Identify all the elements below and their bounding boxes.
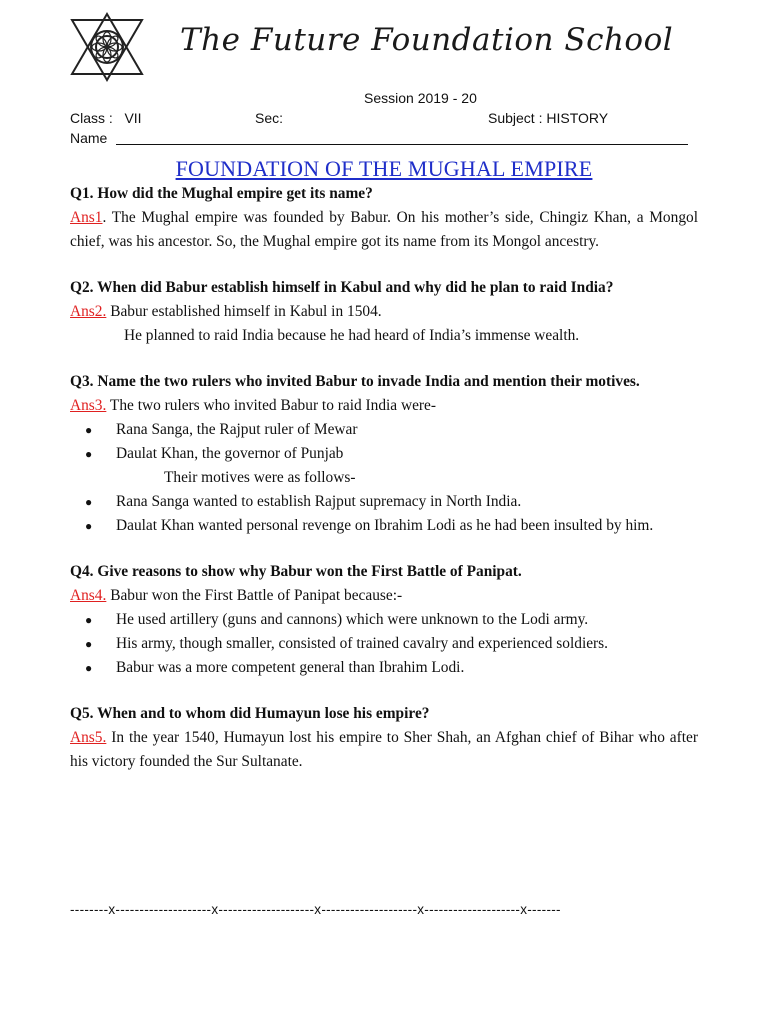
- list-item: ● He used artillery (guns and cannons) which were unknown to the Lodi army.: [70, 608, 698, 632]
- bullet-icon: ●: [85, 613, 93, 627]
- question-4: Q4. Give reasons to show why Babur won the First Battle of Panipat.: [70, 563, 522, 580]
- answer-4: [70, 584, 698, 608]
- motives-list: [70, 490, 698, 538]
- bullet-icon: ●: [85, 637, 93, 651]
- list-item: ● His army, though smaller, consisted of trained cavalry and experienced soldiers.: [70, 632, 698, 656]
- answer-3-text: The two rulers who invited Babur to raid India were-: [106, 397, 437, 414]
- answer-3: [70, 394, 698, 418]
- worksheet-content: [70, 182, 698, 774]
- answer-1-label: Ans1: [70, 209, 103, 226]
- school-logo-icon: [68, 12, 146, 82]
- list-item: ● Rana Sanga, the Rajput ruler of Mewar: [70, 418, 698, 442]
- name-label: Name: [70, 130, 108, 146]
- reasons-list: [70, 608, 698, 680]
- answer-1-text: . The Mughal empire was founded by Babur. On his mother’s side, Chingiz Khan, a Mongol chief, was his ancestor. So, the Mughal empire got its name from its Mongol ancestry.: [70, 209, 698, 250]
- subject-label: Subject : HISTORY: [488, 110, 609, 126]
- bullet-icon: ●: [85, 447, 93, 461]
- question-1: Q1. How did the Mughal empire get its name?: [70, 185, 373, 202]
- session-label: Session 2019 - 20: [364, 90, 477, 106]
- question-5: Q5. When and to whom did Humayun lose his empire?: [70, 705, 430, 722]
- list-item: ● Daulat Khan wanted personal revenge on Ibrahim Lodi as he had been insulted by him.: [70, 514, 698, 538]
- bullet-icon: ●: [85, 495, 93, 509]
- bullet-icon: ●: [85, 519, 93, 533]
- answer-2-line-2: He planned to raid India because he had heard of India’s immense wealth.: [124, 327, 580, 344]
- end-divider: --------x--------------------x--------------------x--------------------x--------------------x-------: [70, 902, 561, 917]
- bullet-icon: ●: [85, 661, 93, 675]
- list-item: ● Rana Sanga wanted to establish Rajput supremacy in North India.: [70, 490, 698, 514]
- answer-4-text: Babur won the First Battle of Panipat because:-: [106, 587, 403, 604]
- class-row: [70, 110, 710, 128]
- answer-5-text: In the year 1540, Humayun lost his empire to Sher Shah, an Afghan chief of Bihar who after his victory founded the Sur Sultanate.: [70, 729, 698, 770]
- answer-4-label: Ans4.: [70, 587, 107, 604]
- rulers-list: [70, 418, 698, 466]
- section-label: Sec:: [255, 110, 284, 126]
- name-row: [70, 130, 688, 148]
- list-item: ● Babur was a more competent general than Ibrahim Lodi.: [70, 656, 698, 680]
- list-item: ● Daulat Khan, the governor of Punjab: [70, 442, 698, 466]
- answer-2-text: Babur established himself in Kabul in 1504.: [106, 303, 382, 320]
- answer-5-label: Ans5.: [70, 729, 107, 746]
- class-label: Class : VII: [70, 110, 142, 126]
- bullet-icon: ●: [85, 423, 93, 437]
- question-3: Q3. Name the two rulers who invited Babur to invade India and mention their motives.: [70, 373, 640, 390]
- school-name: The Future Foundation School: [180, 22, 674, 58]
- answer-2: [70, 300, 698, 324]
- answer-3-label: Ans3.: [70, 397, 107, 414]
- question-2: Q2. When did Babur establish himself in Kabul and why did he plan to raid India?: [70, 279, 614, 296]
- answer-2-label: Ans2.: [70, 303, 107, 320]
- answer-1: [70, 206, 698, 254]
- motives-intro: Their motives were as follows-: [164, 469, 356, 486]
- name-blank-line: [116, 144, 688, 145]
- answer-5: [70, 726, 698, 774]
- page-title: FOUNDATION OF THE MUGHAL EMPIRE: [175, 156, 593, 181]
